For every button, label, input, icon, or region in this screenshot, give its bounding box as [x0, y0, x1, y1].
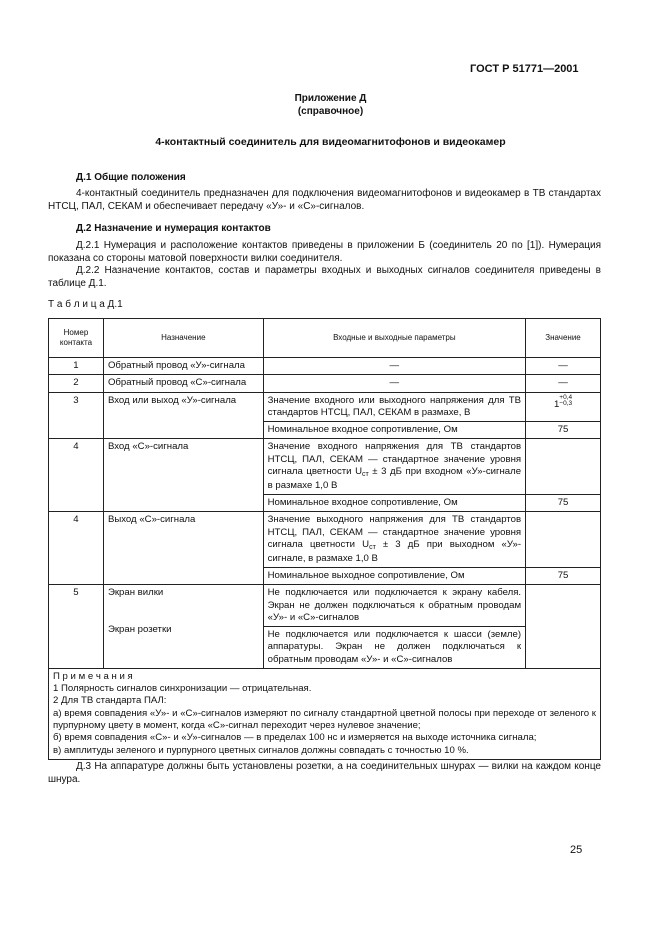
contacts-table [48, 318, 601, 760]
contact-value [526, 439, 601, 495]
contact-value: — [526, 375, 601, 392]
contact-purpose: Обратный провод «С»-сигнала [103, 375, 263, 392]
contact-number: 4 [49, 512, 104, 585]
table-row [49, 439, 601, 495]
contact-value: 75 [526, 422, 601, 439]
contact-purpose: Вход «С»-сигнала [103, 439, 263, 512]
contact-number: 5 [49, 585, 104, 669]
params-subscript: ст [369, 543, 376, 551]
table-row [49, 375, 601, 392]
contact-params [263, 512, 525, 568]
table-row [49, 392, 601, 422]
contact-purpose: Вход или выход «У»-сигнала [103, 392, 263, 439]
table-notes-row [49, 668, 601, 759]
tolerance-minus: −0,3 [559, 399, 573, 407]
contact-params: — [263, 375, 525, 392]
notes-title: П р и м е ч а н и я [53, 670, 133, 682]
contact-params: Номинальное выходное сопротивление, Ом [263, 568, 525, 585]
section2-heading: Д.2 Назначение и нумерация контактов [76, 223, 271, 234]
section1-heading: Д.1 Общие положения [76, 172, 186, 183]
params-socket-shield: Не подключается или подключается к шасси (земле) аппаратуры. Экран не должен подключаться к обратным проводам «У»- и «С»-сигналов [267, 629, 522, 665]
contact-params: — [263, 358, 525, 375]
params-text: Значение входного напряжения для ТВ стандартов НТСЦ, ПАЛ, СЕКАМ — стандартное значение уровня сигнала цветности U [267, 441, 522, 477]
table-header-row [49, 319, 601, 358]
params-text-end: ± 3 дБ при входном «У»-сигнале в размахе 1,0 В [267, 465, 522, 491]
appendix-subtitle: (справочное) [297, 106, 364, 117]
contact-params [263, 439, 525, 495]
contact-params: Номинальное входное сопротивление, Ом [263, 495, 525, 512]
value-main: 1 [553, 398, 560, 410]
header-parameters: Входные и выходные параметры [263, 319, 525, 358]
contact-params: Номинальное входное сопротивление, Ом [263, 422, 525, 439]
document-title: 4-контактный соединитель для видеомагнитофонов и видеокамер [155, 136, 506, 148]
note-2: 2 Для ТВ стандарта ПАЛ: [53, 695, 167, 707]
page-number: 25 [570, 844, 583, 856]
params-subscript: ст [362, 470, 369, 478]
contact-value [526, 392, 601, 422]
contact-purpose: Выход «С»-сигнала [103, 512, 263, 585]
value-tolerance [559, 395, 572, 407]
appendix-title: Приложение Д [294, 93, 367, 104]
header-purpose: Назначение [103, 319, 263, 358]
section3-text: Д.3 На аппаратуре должны быть установлены розетки, а на соединительных шнурах — вилки на каждом конце шнура. [48, 761, 601, 785]
table-row [49, 512, 601, 568]
contact-number: 4 [49, 439, 104, 512]
table-caption: Т а б л и ц а Д.1 [48, 299, 123, 310]
purpose-socket-shield: Экран розетки [107, 623, 172, 635]
section2-paragraph1: Д.2.1 Нумерация и расположение контактов приведены в приложении Б (соединитель 20 по [1]). Нумерация показана со стороны матовой поверхности вилки соединителя. [48, 240, 601, 264]
note-1: 1 Полярность сигналов синхронизации — отрицательная. [53, 683, 312, 695]
header-value: Значение [526, 319, 601, 358]
note-2c: в) амплитуды зеленого и пурпурного цветных сигналов должны совпадать с точностью 10 %. [53, 744, 469, 756]
contact-params [263, 585, 525, 669]
contact-number: 1 [49, 358, 104, 375]
section2-paragraph2: Д.2.2 Назначение контактов, состав и параметры входных и выходных сигналов соединителя приведены в таблице Д.1. [48, 265, 601, 289]
contact-number: 2 [49, 375, 104, 392]
note-2a: а) время совпадения «У»- и «С»-сигналов измеряют по сигналу стандартной цветной полосы при переходе от зеленого к пурпурному цвету в момент, когда «С»-сигнал переходит через нулевое значение; [53, 707, 596, 732]
contact-value: 75 [526, 568, 601, 585]
contact-purpose [103, 585, 263, 669]
contact-value [526, 512, 601, 568]
section1-text: 4-контактный соединитель предназначен для подключения видеомагнитофонов и видеокамер в ТВ стандартах НТСЦ, ПАЛ, СЕКАМ и обеспечивает передачу «У»- и «С»-сигналов. [48, 188, 601, 212]
contact-number: 3 [49, 392, 104, 439]
note-2b: б) время совпадения «С»- и «У»-сигналов — в пределах 100 нс и измеряется на выходе источника сигнала; [53, 732, 537, 744]
params-plug-shield: Не подключается или подключается к экрану кабеля. Экран не должен подключаться к обратным проводам «У»- и «С»-сигналов [264, 585, 525, 627]
tolerance-plus: +0,4 [559, 393, 573, 401]
params-text: Значение выходного напряжения для ТВ стандартов НТСЦ, ПАЛ, СЕКАМ — стандартное значение уровня сигнала цветности U [267, 514, 522, 550]
contact-value [526, 585, 601, 669]
purpose-plug-shield: Экран вилки [107, 587, 164, 599]
contact-purpose: Обратный провод «У»-сигнала [103, 358, 263, 375]
table-row [49, 358, 601, 375]
contact-params: Значение входного или выходного напряжения для ТВ стандартов НТСЦ, ПАЛ, СЕКАМ в размахе, В [263, 392, 525, 422]
contact-value: 75 [526, 495, 601, 512]
standard-code: ГОСТ Р 51771—2001 [470, 63, 579, 75]
params-text-end: ± 3 дБ при выходном «У»-сигнале, в размахе 1,0 В [267, 538, 522, 564]
contact-value: — [526, 358, 601, 375]
table-row [49, 585, 601, 669]
table-notes [49, 668, 601, 759]
header-contact-number: Номер контакта [49, 319, 104, 358]
